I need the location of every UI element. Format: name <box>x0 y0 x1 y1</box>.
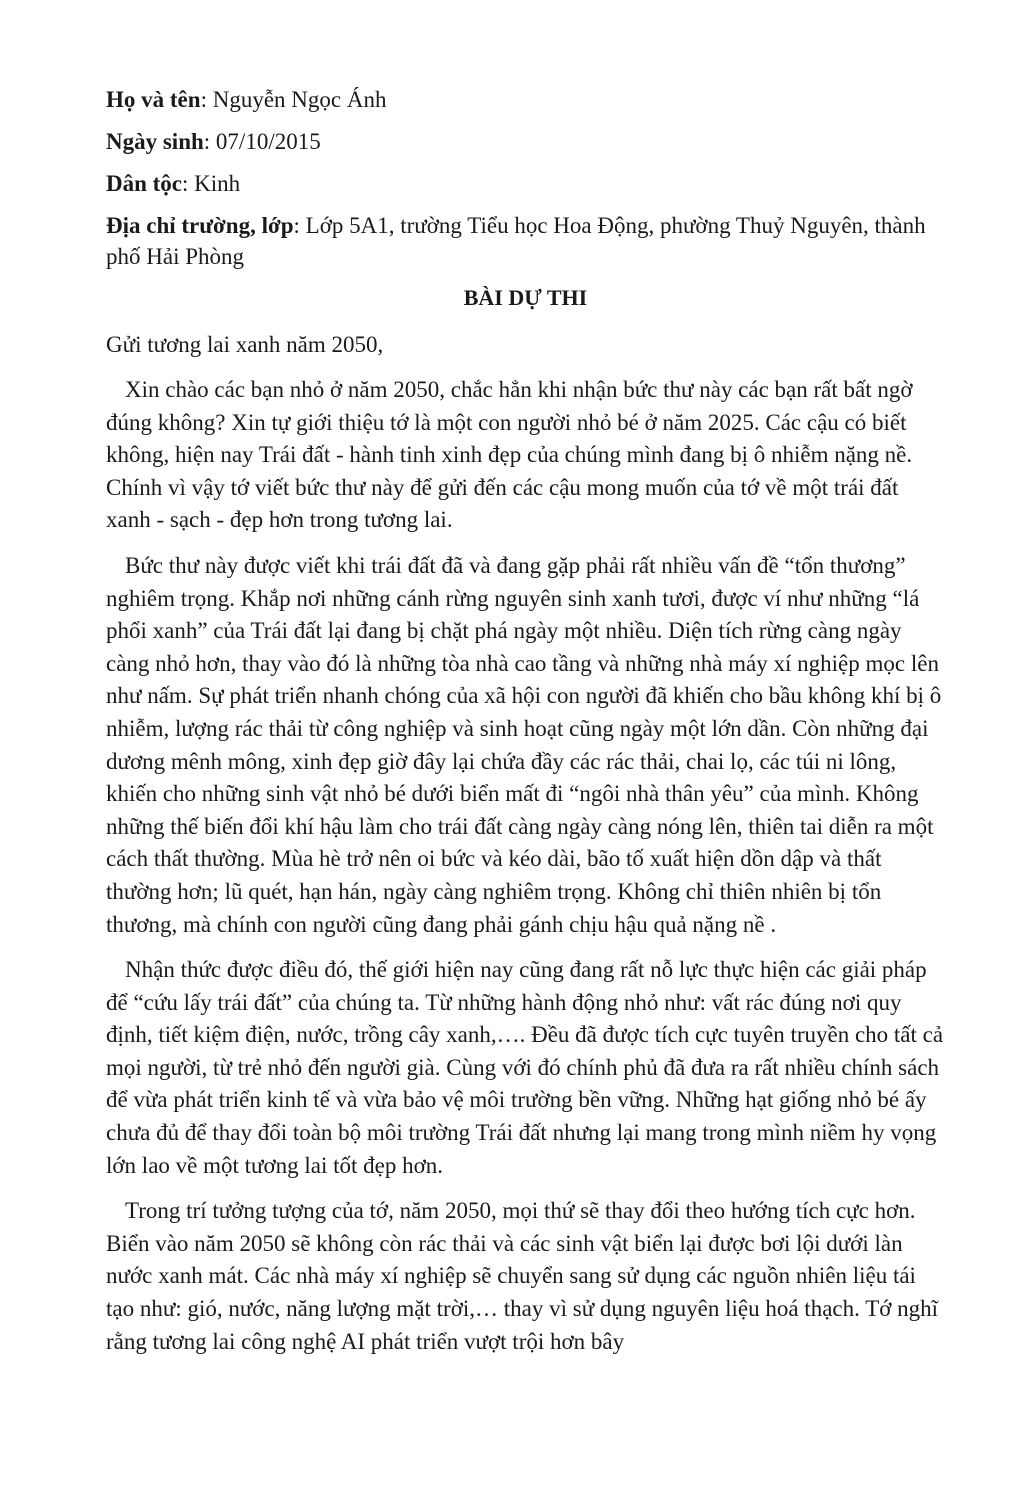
letter-paragraph: Nhận thức được điều đó, thế giới hiện nay cũng đang rất nỗ lực thực hiện các giải pháp để “cứu lấy trái đất” của chúng ta. Từ những hành động nhỏ như: vất rác đúng nơi quy định, tiết kiệm điện, nước, trồng cây xanh,…. Đều đã được tích cực tuyên truyền cho tất cả mọi người, từ trẻ nhỏ đến người già. Cùng với đó chính phủ đã đưa ra rất nhiều chính sách để vừa phát triển kinh tế và vừa bảo vệ môi trường bền vững. Những hạt giống nhỏ bé ấy chưa đủ để thay đổi toàn bộ môi trường Trái đất nhưng lại mang trong mình niềm hy vọng lớn lao về một tương lai tốt đẹp hơn. <box>106 957 944 1178</box>
letter-greeting: Gửi tương lai xanh năm 2050, <box>106 332 384 357</box>
student-dob-value: : 07/10/2015 <box>203 129 321 154</box>
student-ethnicity-line <box>106 168 945 199</box>
letter-paragraph: Trong trí tưởng tượng của tớ, năm 2050, mọi thứ sẽ thay đổi theo hướng tích cực hơn. Biển vào năm 2050 sẽ không còn rác thải và các sinh vật biển lại được bơi lội dưới làn nước xanh mát. Các nhà máy xí nghiệp sẽ chuyển sang sử dụng các nguồn nhiên liệu tái tạo như: gió, nước, năng lượng mặt trời,… thay vì sử dụng nguyên liệu hoá thạch. Tớ nghĩ rằng tương lai công nghệ AI phát triển vượt trội hơn bây <box>106 1198 939 1354</box>
student-dob-label: Ngày sinh <box>106 129 204 154</box>
student-name-label: Họ và tên <box>106 87 201 112</box>
student-dob-line <box>106 126 945 157</box>
letter-paragraph: Xin chào các bạn nhỏ ở năm 2050, chắc hẳn khi nhận bức thư này các bạn rất bất ngờ đúng không? Xin tự giới thiệu tớ là một con người nhỏ bé ở năm 2025. Các cậu có biết không, hiện nay Trái đất - hành tinh xinh đẹp của chúng mình đang bị ô nhiễm nặng nề. Chính vì vậy tớ viết bức thư này để gửi đến các cậu mong muốn của tớ về một trái đất xanh - sạch - đẹp hơn trong tương lai. <box>106 377 913 533</box>
student-ethnicity-label: Dân tộc <box>106 171 183 196</box>
letter-title: BÀI DỰ THI <box>463 285 588 310</box>
student-name-line <box>106 84 945 115</box>
student-school-value: : Lớp 5A1, trường Tiểu học Hoa Động, phường Thuỷ Nguyên, thành phố Hải Phòng <box>106 213 926 269</box>
student-name-value: : Nguyễn Ngọc Ánh <box>200 87 387 112</box>
student-ethnicity-value: : Kinh <box>182 171 241 196</box>
letter-paragraph: Bức thư này được viết khi trái đất đã và đang gặp phải rất nhiều vấn đề “tổn thương” nghiêm trọng. Khắp nơi những cánh rừng nguyên sinh xanh tươi, được ví như những “lá phổi xanh” của Trái đất lại đang bị chặt phá ngày một nhiều. Diện tích rừng càng ngày càng nhỏ hơn, thay vào đó là những tòa nhà cao tầng và những nhà máy xí nghiệp mọc lên như nấm. Sự phát triển nhanh chóng của xã hội con người đã khiến cho bầu không khí bị ô nhiễm, lượng rác thải từ công nghiệp và sinh hoạt cũng ngày một lớn dần. Còn những đại dương mênh mông, xinh đẹp giờ đây lại chứa đầy các rác thải, chai lọ, các túi ni lông, khiến cho những sinh vật nhỏ bé dưới biển mất đi “ngôi nhà thân yêu” của mình. Không những thế biến đổi khí hậu làm cho trái đất càng ngày càng nóng lên, thiên tai diễn ra một cách thất thường. Mùa hè trở nên oi bức và kéo dài, bão tố xuất hiện dồn dập và thất thường hơn; lũ quét, hạn hán, ngày càng nghiêm trọng. Không chỉ thiên nhiên bị tổn thương, mà chính con người cũng đang phải gánh chịu hậu quả nặng nề . <box>106 552 942 937</box>
student-school-label: Địa chỉ trường, lớp <box>106 213 294 238</box>
student-school-line <box>106 210 945 272</box>
